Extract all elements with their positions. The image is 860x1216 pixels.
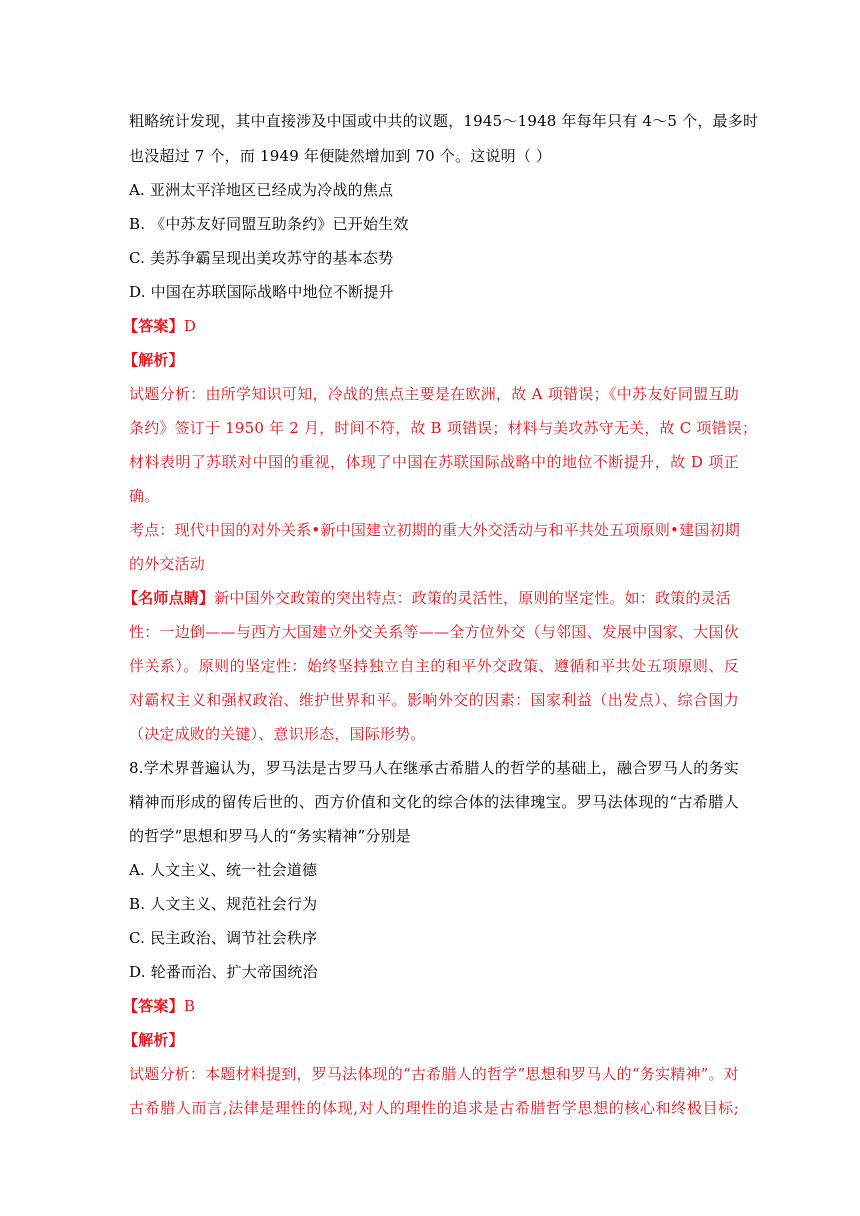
q7-option-c: C. 美苏争霸呈现出美攻苏守的基本态势 <box>129 249 394 267</box>
q7-kaodian-line-1: 考点：现代中国的对外关系•新中国建立初期的重大外交活动与和平共处五项原则•建国初期 <box>129 521 740 539</box>
q7-stem-line-1: 粗略统计发现，其中直接涉及中国或中共的议题，1945～1948 年每年只有 4～5 个，最多时 <box>129 112 759 130</box>
q7-analysis-line-2: 条约》签订于 1950 年 2 月，时间不符，故 B 项错误；材料与美攻苏守无关，故 C 项错误； <box>129 419 758 437</box>
q8-analysis-line-2: 古希腊人而言,法律是理性的体现,对人的理性的追求是古希腊哲学思想的核心和终极目标; <box>129 1099 739 1117</box>
answer-value: B <box>183 997 196 1015</box>
q8-option-a: A. 人文主义、统一社会道德 <box>129 861 318 879</box>
analysis-label: 【解析】 <box>123 351 184 369</box>
q7-kaodian-line-2: 的外交活动 <box>129 555 206 573</box>
tip-text: 新中国外交政策的突出特点：政策的灵活性，原则的坚定性。如：政策的灵活 <box>214 589 732 607</box>
q8-analysis-label <box>123 1029 739 1051</box>
q8-stem-line-1: 8.学术界普遍认为，罗马法是古罗马人在继承古希腊人的哲学的基础上，融合罗马人的务实 <box>129 759 739 777</box>
answer-value: D <box>183 317 197 335</box>
q8-answer <box>123 995 739 1017</box>
q7-analysis-line-4: 确。 <box>129 487 160 505</box>
answer-label: 【答案】 <box>123 317 184 335</box>
tip-label: 【名师点睛】 <box>123 589 215 607</box>
q7-analysis-line-3: 材料表明了苏联对中国的重视，体现了中国在苏联国际战略中的地位不断提升，故 D 项正 <box>129 453 739 471</box>
q8-option-c: C. 民主政治、调节社会秩序 <box>129 929 318 947</box>
analysis-label: 【解析】 <box>123 1031 184 1049</box>
q8-stem-line-3: 的哲学”思想和罗马人的“务实精神”分别是 <box>129 827 412 845</box>
q7-answer <box>123 315 739 337</box>
q7-tip-line-2: 性：一边倒——与西方大国建立外交关系等——全方位外交（与邻国、发展中国家、大国伙 <box>129 623 739 641</box>
q8-stem-line-2: 精神而形成的留传后世的、西方价值和文化的综合体的法律瑰宝。罗马法体现的“古希腊人 <box>129 793 739 811</box>
q7-analysis-line-1: 试题分析：由所学知识可知，冷战的焦点主要是在欧洲，故 A 项错误；《中苏友好同盟互助 <box>129 385 739 403</box>
q7-analysis-label <box>123 349 739 371</box>
q7-option-a: A. 亚洲太平洋地区已经成为冷战的焦点 <box>129 181 394 199</box>
q7-tip-line-3: 伴关系）。原则的坚定性：始终坚持独立自主的和平外交政策、遵循和平共处五项原则、反 <box>129 657 739 675</box>
q8-option-b: B. 人文主义、规范社会行为 <box>129 895 318 913</box>
q7-option-d: D. 中国在苏联国际战略中地位不断提升 <box>129 283 394 301</box>
q7-option-b: B. 《中苏友好同盟互助条约》已开始生效 <box>129 215 409 233</box>
q7-tip-line-4: 对霸权主义和强权政治、维护世界和平。影响外交的因素：国家利益（出发点）、综合国力 <box>129 691 739 709</box>
q8-analysis-line-1: 试题分析：本题材料提到，罗马法体现的“古希腊人的哲学”思想和罗马人的“务实精神”。对 <box>129 1065 739 1083</box>
q7-tip-line-1 <box>123 587 739 609</box>
q7-tip-line-5: （决定成败的关键）、意识形态，国际形势。 <box>129 725 426 743</box>
q8-option-d: D. 轮番而治、扩大帝国统治 <box>129 963 318 981</box>
q7-stem-line-2: 也没超过 7 个，而 1949 年便陡然增加到 70 个。这说明（ ） <box>129 147 552 165</box>
answer-label: 【答案】 <box>123 997 184 1015</box>
